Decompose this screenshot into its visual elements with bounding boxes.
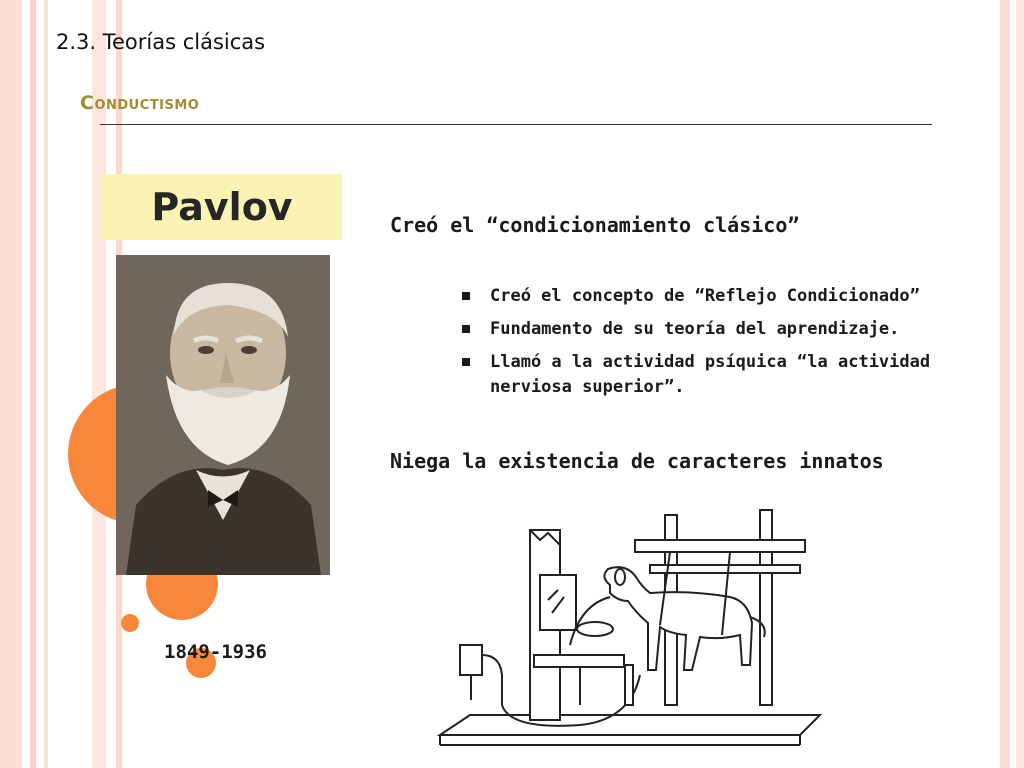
name-box <box>102 174 342 240</box>
bullet-list <box>462 284 982 408</box>
decor-stripe <box>1016 0 1024 768</box>
life-dates: 1849-1936 <box>164 641 267 663</box>
slide-subtitle: Conductismo <box>80 92 200 114</box>
person-name: Pavlov <box>151 185 293 229</box>
main-point-1: Creó el “condicionamiento clásico” <box>390 213 800 237</box>
bullet-icon <box>462 325 470 333</box>
decor-stripe <box>0 0 22 768</box>
list-item <box>462 317 982 342</box>
title-divider <box>100 124 932 125</box>
bullet-text: Llamó a la actividad psíquica “la actividad nerviosa superior”. <box>490 352 931 397</box>
list-item <box>462 284 982 309</box>
decor-stripe <box>92 0 106 768</box>
portrait-image <box>116 255 330 575</box>
bullet-icon <box>462 358 470 366</box>
list-item <box>462 350 982 400</box>
main-point-2: Niega la existencia de caracteres innatos <box>390 449 884 473</box>
bullet-text: Fundamento de su teoría del aprendizaje. <box>490 319 900 339</box>
decor-stripe <box>1000 0 1010 768</box>
decor-stripe <box>30 0 36 768</box>
portrait-photo <box>116 255 330 575</box>
section-title: 2.3. Teorías clásicas <box>56 30 266 54</box>
experiment-illustration <box>430 505 830 765</box>
bullet-text: Creó el concepto de “Reflejo Condicionado” <box>490 286 920 306</box>
decor-circle-small <box>121 614 139 632</box>
bullet-icon <box>462 292 470 300</box>
decor-stripe <box>44 0 48 768</box>
